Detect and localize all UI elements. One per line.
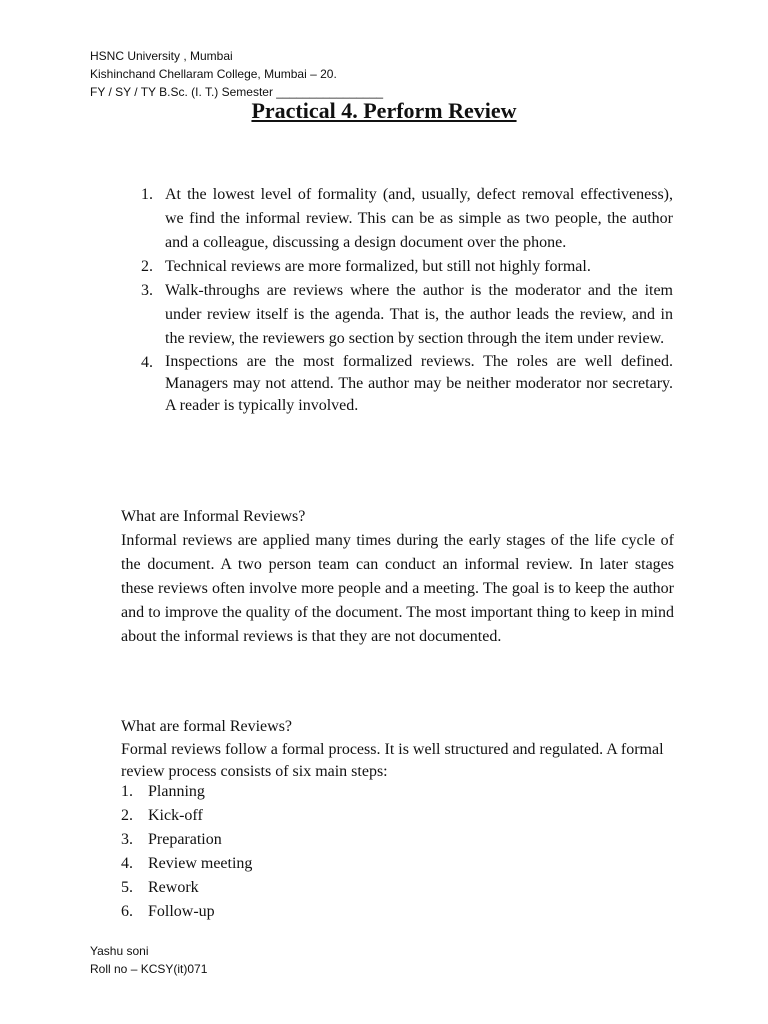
step-text: Planning	[148, 783, 205, 800]
section-heading: What are formal Reviews?	[121, 718, 293, 735]
list-item	[141, 279, 673, 351]
list-item-text: Walk-throughs are reviews where the author is the moderator and the item under review itself is the agenda. That is, the author leads the review, and in the review, the reviewers go section by section through the item under review.	[165, 282, 673, 347]
step-number: 3.	[121, 831, 133, 848]
list-item-text: At the lowest level of formality (and, usually, defect removal effectiveness), we find the informal review. This can be as simple as two people, the author and a colleague, discussing a design document over the phone.	[165, 186, 673, 251]
step-text: Follow-up	[148, 903, 215, 920]
step-number: 2.	[121, 807, 133, 824]
formal-review-steps-list	[121, 780, 252, 924]
section-heading: What are Informal Reviews?	[121, 508, 306, 525]
roll-number: Roll no – KCSY(it)071	[90, 962, 208, 976]
step-item	[121, 804, 252, 828]
list-item-text: Technical reviews are more formalized, but still not highly formal.	[165, 258, 591, 275]
university-name: HSNC University , Mumbai	[90, 49, 233, 63]
step-text: Review meeting	[148, 855, 253, 872]
list-item-number: 2.	[141, 258, 153, 275]
step-text: Rework	[148, 879, 199, 896]
author-name: Yashu soni	[90, 944, 149, 958]
list-item	[141, 351, 673, 417]
list-item-number: 3.	[141, 282, 153, 299]
document-footer	[90, 942, 207, 978]
list-item	[141, 255, 673, 279]
step-number: 4.	[121, 855, 133, 872]
document-header	[90, 47, 383, 101]
section-body: Formal reviews follow a formal process. It is well structured and regulated. A formal review process consists of six main steps:	[121, 741, 664, 780]
step-item	[121, 900, 252, 924]
step-number: 6.	[121, 903, 133, 920]
list-item-number: 4.	[141, 354, 153, 371]
step-item	[121, 876, 252, 900]
section-body: Informal reviews are applied many times during the early stages of the life cycle of the document. A two person team can conduct an informal review. In later stages these reviews often involve more people and a meeting. The goal is to keep the author and to improve the quality of the document. The most important thing to keep in mind about the informal reviews is that they are not documented.	[121, 532, 674, 645]
step-number: 5.	[121, 879, 133, 896]
list-item-number: 1.	[141, 186, 153, 203]
review-types-list	[141, 183, 673, 417]
list-item	[141, 183, 673, 255]
formal-reviews-section	[121, 715, 674, 783]
step-text: Preparation	[148, 831, 222, 848]
college-name: Kishinchand Chellaram College, Mumbai – 20.	[90, 67, 337, 81]
informal-reviews-section	[121, 505, 674, 649]
semester-line: FY / SY / TY B.Sc. (I. T.) Semester ________________	[90, 85, 384, 99]
step-item	[121, 852, 252, 876]
step-number: 1.	[121, 783, 133, 800]
list-item-text: Inspections are the most formalized reviews. The roles are well defined. Managers may not attend. The author may be neither moderator nor secretary. A reader is typically involved.	[165, 353, 673, 414]
step-item	[121, 780, 252, 804]
step-text: Kick-off	[148, 807, 203, 824]
step-item	[121, 828, 252, 852]
page-title: Practical 4. Perform Review	[251, 98, 517, 123]
